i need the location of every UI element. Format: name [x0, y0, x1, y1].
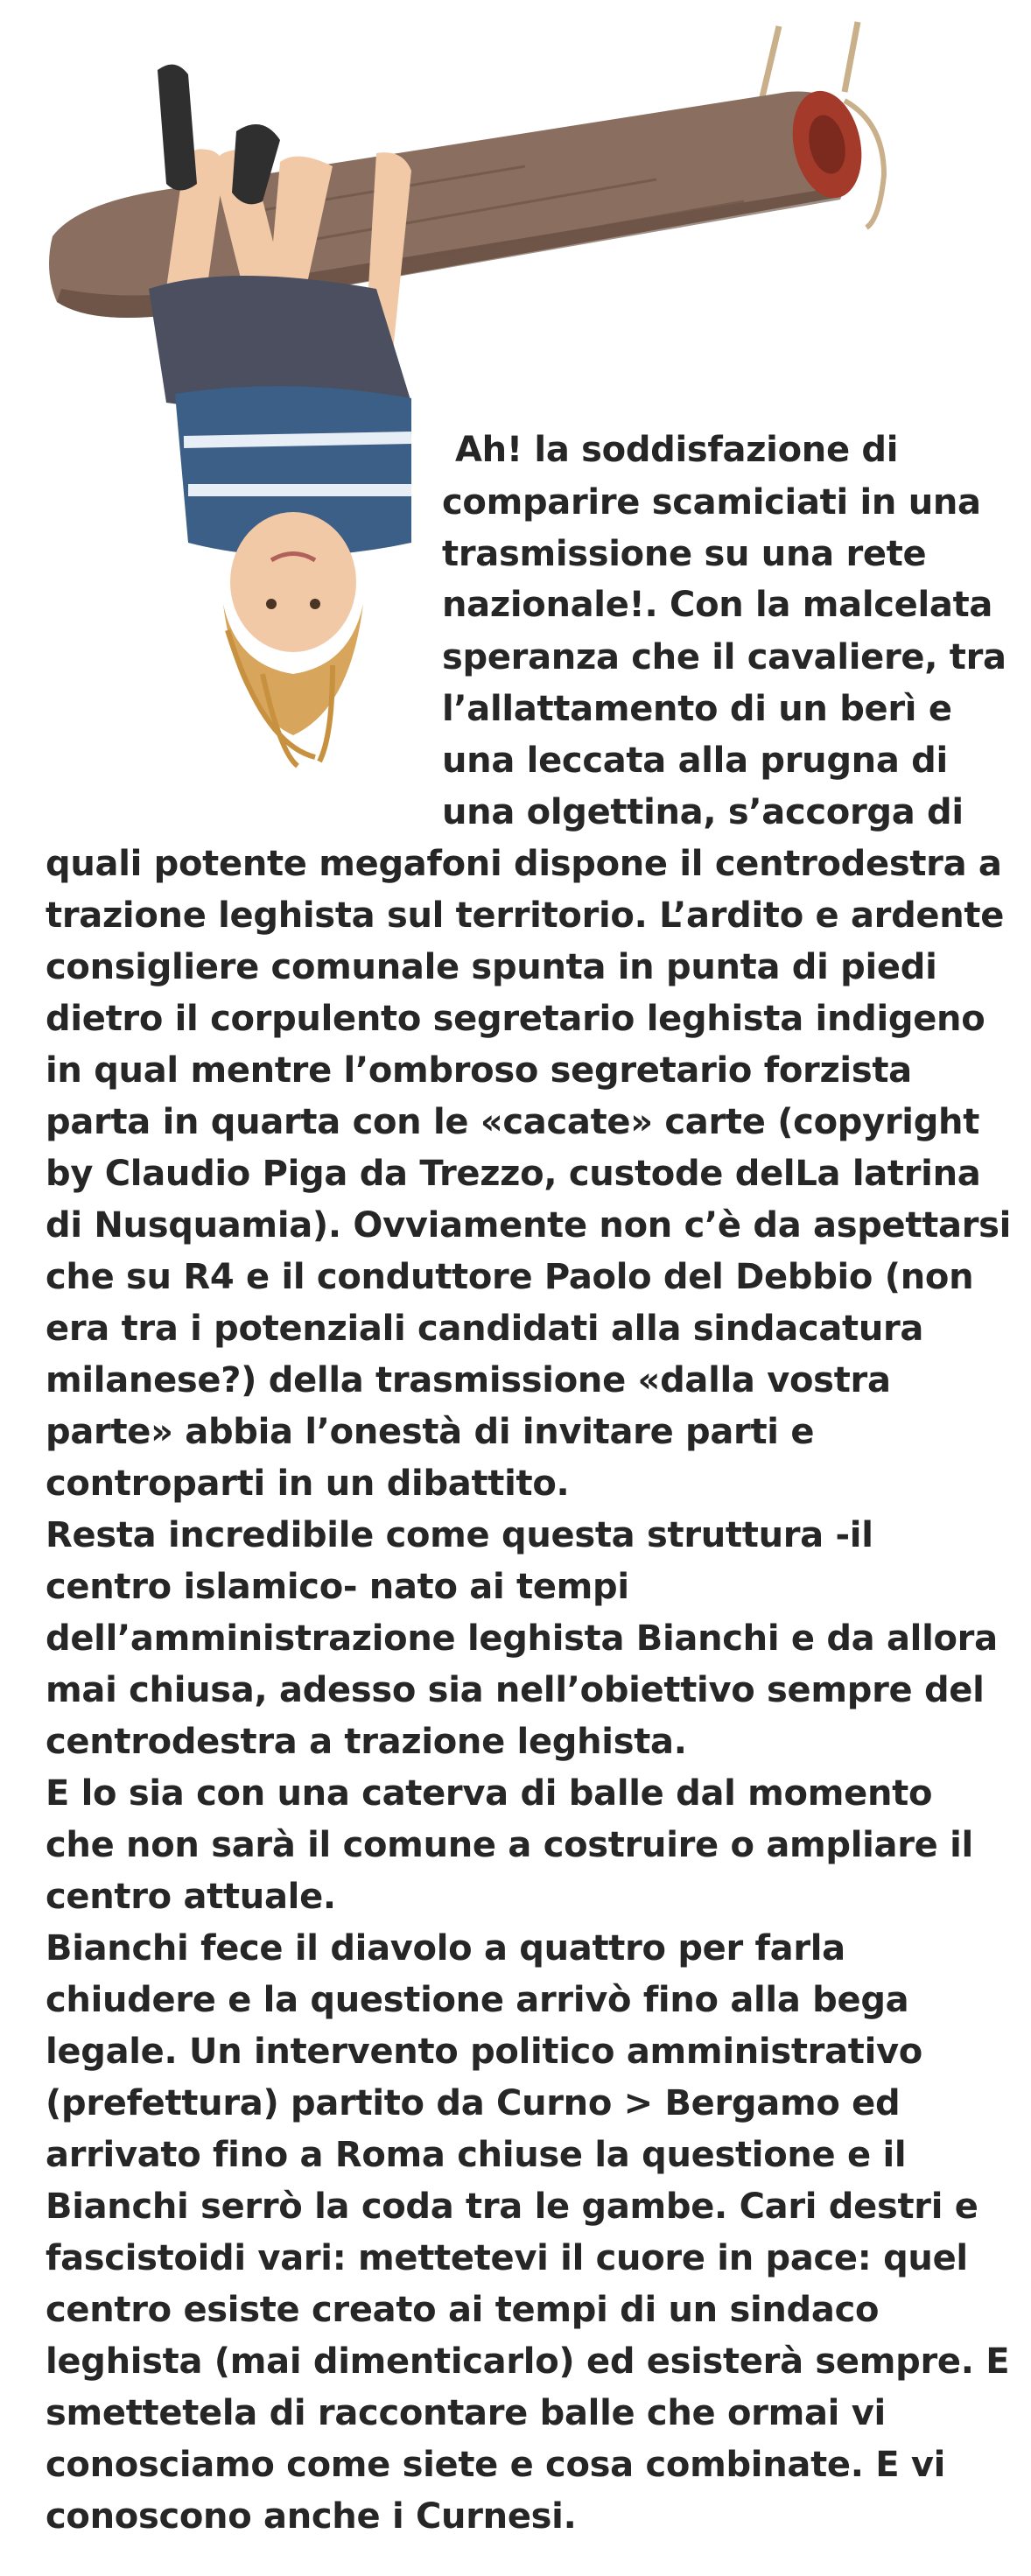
text-line: parte» abbia l’onestà di invitare parti e: [46, 1412, 815, 1452]
text-line: centro attuale.: [46, 1877, 336, 1917]
shoe-left: [158, 65, 197, 191]
text-line: che non sarà il comune a costruire o ampliare il: [46, 1825, 973, 1865]
text-line: in qual mentre l’ombroso segretario forzista: [46, 1050, 912, 1091]
text-line: milanese?) della trasmissione «dalla vostra: [46, 1360, 891, 1400]
text-line: Resta incredibile come questa struttura -il: [46, 1515, 873, 1555]
text-line: mai chiusa, adesso sia nell’obiettivo sempre del: [46, 1670, 985, 1710]
text-line: chiudere e la questione arrivò fino alla bega: [46, 1980, 909, 2020]
text-line: legale. Un intervento politico amministrativo: [46, 2032, 922, 2072]
text-line: dell’amministrazione leghista Bianchi e da allora: [46, 1618, 998, 1659]
text-line: comparire scamiciati in una: [442, 482, 981, 523]
text-line: Bianchi serrò la coda tra le gambe. Cari destri e: [46, 2186, 978, 2227]
text-line: trasmissione su una rete: [442, 534, 927, 574]
text-line: by Claudio Piga da Trezzo, custode delLa latrina: [46, 1154, 981, 1194]
text-line: che su R4 e il conduttore Paolo del Debbio (non: [46, 1257, 974, 1297]
text-line: speranza che il cavaliere, tra: [442, 637, 1006, 677]
text-line: smettetela di raccontare balle che ormai vi: [46, 2393, 886, 2433]
text-line: consigliere comunale spunta in punta di piedi: [46, 947, 937, 987]
text-line: una leccata alla prugna di: [442, 741, 948, 781]
text-line: una olgettina, s’accorga di: [442, 792, 964, 832]
text-line: arrivato fino a Roma chiuse la questione e il: [46, 2135, 907, 2175]
text-line: fascistoidi vari: mettetevi il cuore in pace: quel: [46, 2238, 968, 2278]
face: [230, 512, 356, 652]
text-line: leghista (mai dimenticarlo) ed esisterà sempre. E: [46, 2341, 1010, 2382]
text-line: dietro il corpulento segretario leghista indigeno: [46, 999, 985, 1039]
text-line: di Nusquamia). Ovviamente non c’è da aspettarsi: [46, 1205, 1012, 1246]
text-line: l’allattamento di un berì e: [442, 689, 952, 729]
text-line: quali potente megafoni dispone il centrodestra a: [46, 844, 1002, 884]
rope-right: [845, 22, 858, 92]
text-line: nazionale!. Con la malcelata: [442, 585, 993, 625]
text-line: conosciamo come siete e cosa combinate. E vi: [46, 2445, 946, 2485]
text-line: E lo sia con una caterva di balle dal momento: [46, 1773, 933, 1814]
text-line: trazione leghista sul territorio. L’ardito e ardente: [46, 895, 1005, 936]
text-line: controparti in un dibattito.: [46, 1463, 570, 1504]
text-line: parta in quarta con le «cacate» carte (copyright: [46, 1102, 980, 1142]
text-line: Ah! la soddisfazione di: [455, 430, 899, 470]
text-line: centro islamico- nato ai tempi: [46, 1567, 629, 1607]
rope-left: [761, 26, 779, 101]
text-line: centro esiste creato ai tempi di un sindaco: [46, 2290, 880, 2330]
text-line: (prefettura) partito da Curno > Bergamo ed: [46, 2083, 901, 2123]
text-line: conoscono anche i Curnesi.: [46, 2496, 577, 2537]
text-line: Bianchi fece il diavolo a quattro per farla: [46, 1928, 845, 1969]
text-line: centrodestra a trazione leghista.: [46, 1722, 687, 1762]
text-line: era tra i potenziali candidati alla sindacatura: [46, 1309, 924, 1349]
